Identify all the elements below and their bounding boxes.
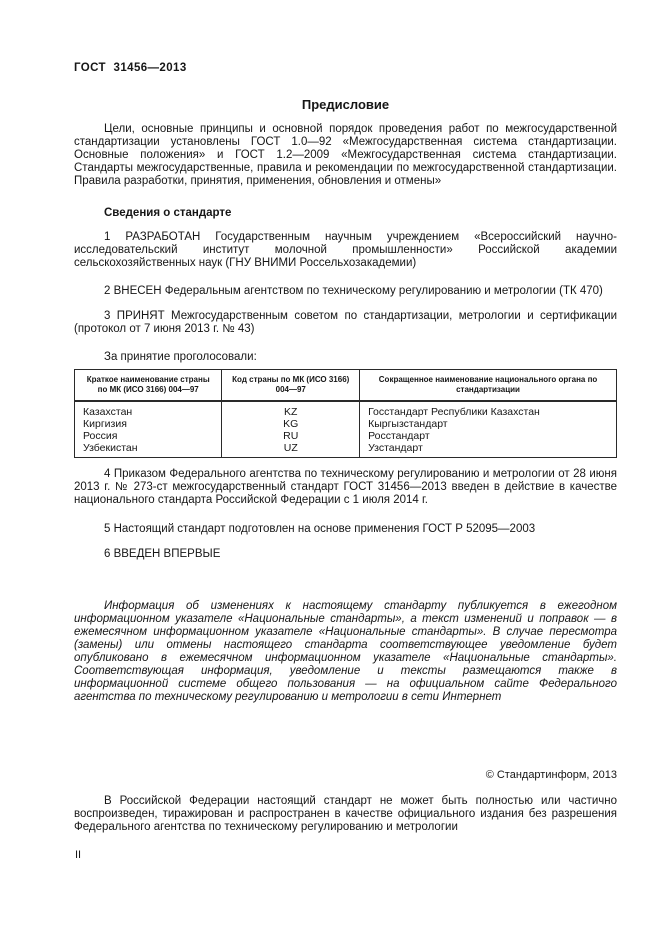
page-content bbox=[74, 62, 617, 704]
table-row bbox=[75, 418, 617, 430]
vote-table bbox=[74, 369, 617, 458]
cell-code: RU bbox=[222, 430, 360, 442]
col-header-body: Сокращенное наименование национального органа по стандартизации bbox=[360, 370, 617, 402]
cell-country: Казахстан bbox=[75, 401, 222, 418]
cell-body: Кыргызстандарт bbox=[360, 418, 617, 430]
reproduction-restriction bbox=[74, 795, 617, 834]
standard-info-heading: Сведения о стандарте bbox=[104, 207, 232, 219]
intro-paragraph: Цели, основные принципы и основной порядок проведения работ по межгосударственной стандартизации установлены ГОСТ 1.0—92 «Межгосударственная система стандартизации. Основные положения» и ГОСТ 1.2—2009 «Межгосударственная система стандартизации. Стандарты межгосударственные, правила и рекомендации по межгосударственной стандартизации. Правила разработки, принятия, применения, обновления и отмены» bbox=[74, 123, 617, 187]
amendments-notice: Информация об изменениях к настоящему стандарту публикуется в ежегодном информационном указателе «Национальные стандарты», а текст изменений и поправок — в ежемесячном информационном указателе «Национальные стандарты». В случае пересмотра (замены) или отмены настоящего стандарта соответствующее уведомление будет опубликовано в ежемесячном информационном указателе «Национальные стандарты». Соответствующая информация, уведомление и тексты размещаются также в информационной системе общего пользования — на официальном сайте Федерального агентства по техническому регулированию и метрологии в сети Интернет bbox=[74, 600, 617, 703]
table-row bbox=[75, 401, 617, 418]
cell-country: Киргизия bbox=[75, 418, 222, 430]
info-item-first-edition: 6 ВВЕДЕН ВПЕРВЫЕ bbox=[104, 548, 221, 560]
info-item-basis: 5 Настоящий стандарт подготовлен на основе применения ГОСТ Р 52095—2003 bbox=[104, 523, 536, 535]
restriction-paragraph: В Российской Федерации настоящий стандарт не может быть полностью или частично воспроизведен, тиражирован и распространен в качестве официального издания без разрешения Федерального агентства по техническому регулированию и метрологии bbox=[74, 795, 617, 833]
col-header-code: Код страны по МК (ИСО 3166) 004—97 bbox=[222, 370, 360, 402]
cell-body: Госстандарт Республики Казахстан bbox=[360, 401, 617, 418]
page-title: Предисловие bbox=[301, 97, 390, 112]
info-item-enacted: 4 Приказом Федерального агентства по техническому регулированию и метрологии от 28 июня 2013 г. № 273-ст межгосударственный стандарт ГОСТ 31456—2013 введен в действие в качестве национального стандарта Российской Федерации с 1 июля 2014 г. bbox=[74, 468, 617, 506]
table-row bbox=[75, 442, 617, 458]
copyright-line: © Стандартинформ, 2013 bbox=[485, 769, 617, 781]
cell-code: KG bbox=[222, 418, 360, 430]
col-header-country: Краткое наименование страны по МК (ИСО 3166) 004—97 bbox=[75, 370, 222, 402]
cell-country: Узбекистан bbox=[75, 442, 222, 458]
cell-body: Росстандарт bbox=[360, 430, 617, 442]
info-item-submitted: 2 ВНЕСЕН Федеральным агентством по техническому регулированию и метрологии (ТК 470) bbox=[104, 285, 603, 297]
cell-code: KZ bbox=[222, 401, 360, 418]
cell-country: Россия bbox=[75, 430, 222, 442]
info-item-developed: 1 РАЗРАБОТАН Государственным научным учреждением «Всероссийский научно-исследовательский институт молочной промышленности» Российской академии сельскохозяйственных наук (ГНУ ВНИМИ Россельхозакадемии) bbox=[74, 231, 617, 269]
table-header-row bbox=[75, 370, 617, 402]
page-number: II bbox=[75, 849, 82, 861]
table-row bbox=[75, 430, 617, 442]
vote-table-body bbox=[75, 401, 617, 458]
cell-code: UZ bbox=[222, 442, 360, 458]
vote-table-head bbox=[75, 370, 617, 402]
info-item-adopted: 3 ПРИНЯТ Межгосударственным советом по стандартизации, метрологии и сертификации (протокол от 7 июня 2013 г. № 43) bbox=[74, 310, 617, 335]
vote-heading: За принятие проголосовали: bbox=[104, 351, 257, 363]
doc-code: ГОСТ 31456—2013 bbox=[74, 62, 187, 74]
cell-body: Узстандарт bbox=[360, 442, 617, 458]
